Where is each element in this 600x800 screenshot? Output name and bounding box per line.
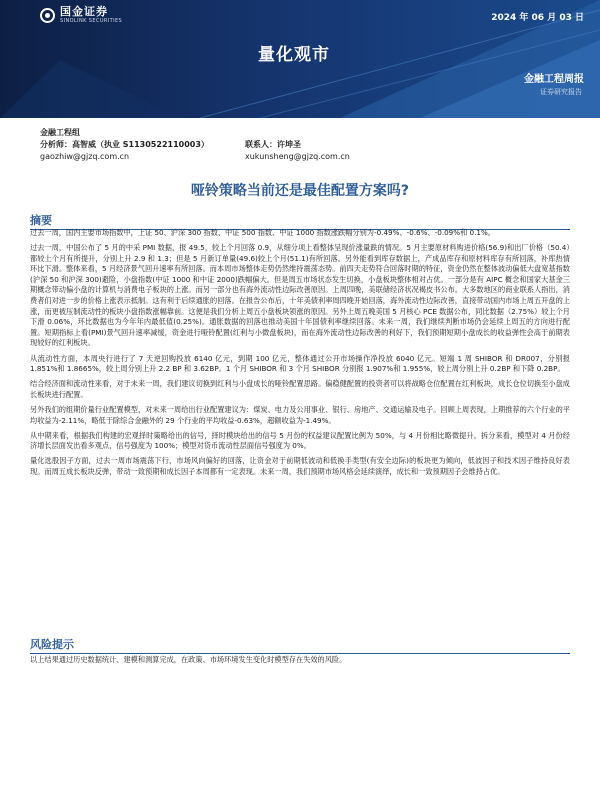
analyst-email: gaozhiw@gjzq.com.cn [40,152,130,161]
email-row [40,151,580,163]
summary-paragraph: 另外我们的组期价量行业配置模型，对未来一周给出行业配置建议为：煤炭、电力及公用事业、银行、房地产、交通运输及电子。回顾上周表现，上期推荐的六个行业的平均收益为-2.11%，略低于除综合金融外的 29 个行业的平均收益-0.63%，超额收益为-1.49%。 [30,404,570,425]
report-series-title: 量化观市 [258,45,330,65]
risk-heading: 风险提示 [30,636,570,654]
report-category: 证券研究报告 [540,88,582,96]
analyst-name: 高智威（执业 S1130522110003） [72,140,209,149]
summary-paragraph: 量化选股因子方面，过去一周市场震荡下行，市场风向偏好的回落，让资金对于前期低波动和低换手类型(有安全边际)的板块更为倾向，低波因子和技术因子维持良好表现。而周五成长板块反弹，带动一致预期和成长因子本周都有一定表现。未来一周，我们预期市场风格会延续演绎，成长和一致预期因子会维持占优。 [30,456,570,476]
analyst-info [40,127,580,163]
summary-body [30,228,570,482]
logo-emblem-icon [40,8,55,23]
contact-name: 许坤圣 [277,140,301,149]
header-banner [0,0,600,118]
summary-heading: 摘要 [30,212,570,230]
summary-paragraph: 结合经济面和流动性来看，对于未来一周，我们建议切换到红利与小盘成长的哑铃配置思路。偏稳健配置的投资者可以将战略仓位配置在红利板块，成长仓位切换至小盘成长板块进行配置。 [30,379,570,399]
risk-text: 以上结果通过历史数据统计、建模和测算完成，在政策、市场环境发生变化时模型存在失效的风险。 [30,655,347,664]
contact-label: 联系人： [245,140,277,149]
analyst-row [40,139,580,151]
logo-chinese-name: 国金证券 [60,5,108,18]
report-date: 2024 年 06 月 03 日 [491,13,584,23]
team-name: 金融工程组 [40,128,80,137]
logo-english-name: SINOLINK SECURITIES [60,18,123,24]
summary-paragraph: 过去一周，中国公布了 5 月的中采 PMI 数据，报 49.5，较上个月回落 0.9，从细分项上看整体呈现价涨量跌的情况。5 月主要原材料购进价格(56.9)和出厂价格（50.4）都较上个月有所提升，分别上升 2.9 和 1.3；但是 5 月新订单量(49.6)较上个月(51.1)有所回落。另外能看到库存数据上，产成品库存和原材料库存有所回落，补库热情环比下滑。整体来看，5 月经济景气回升速率有所回落。而本周市场整体走势仍然维持震荡态势。前四天走势符合回落时期的特征，资金仍然在整体波动偏低大盘宽基指数(沪深 50 和沪深 300)避险，小盘指数(中证 1000 和中证 2000)跌幅偏大。但是周五市场状态发生切换，小盘板块整体相对占优。一部分是有 AIPC 概念和国家大基金三期概念带动偏小盘的计算机与消费电子板块的上涨。而另一部分也有海外流动性边际改善原因。上周四晚，美联储经济状况褐皮书公布。大多数地区的商业联系人指出，消费者们对进一步的价格上涨表示抵制。这有利于后续通胀的回落。在报告公布后，十年美债利率周四晚开始回落，海外流动性边际改善，直接带动国内市场上周五开盘的上涨，而更被压制流动性的板块小盘指数涨幅靠前。这便是我们分析上周五小盘板块领涨的原因。另外上周五晚美国 5 月核心 PCE 数据公布，同比数据（2.75%）较上个月下滑 0.06%，环比数据也为今年年内最低值(0.25%)。通胀数据的回落也推动美国十年国债利率继续回落。未来一周，我们继续判断市场仍会延续上周五的方向进行配置。短期指标上看(PMI)景气回升速率减缓，资金进行哑铃配置(红利与小微盘板块)，而在海外流动性边际改善的利好下，我们预期短期小盘成长的收益弹性会高于前期表现较好的红利板块。 [30,243,570,348]
analyst-label: 分析师： [40,140,72,149]
document-title: 哑铃策略当前还是最佳配置方案吗? [190,183,410,199]
contact-email: xukunsheng@gjzq.com.cn [245,152,350,161]
summary-paragraph: 从中期来看，根据我们构建的宏观择时策略给出的信号，择时模块给出的信号 5 月份的权益建议配置比例为 50%，与 4 月份相比略微提升。拆分来看，模型对 4 月份经济增长层面发出看多观点，信号强度为 100%；模型对货币流动性层面信号强度为 0%。 [30,430,570,451]
summary-paragraph: 过去一周，国内主要市场指数中，上证 50、沪深 300 指数、中证 500 指数、中证 1000 指数涨跌幅分别为-0.49%、-0.6%、-0.09%和 0.1%。 [30,228,495,237]
report-type: 金融工程周报 [524,74,584,85]
company-logo [40,6,122,24]
summary-paragraph: 从流动性方面，本周央行进行了 7 天逆回购投放 6140 亿元，到期 100 亿元，整体通过公开市场操作净投放 6040 亿元。短端 1 周 SHIBOR 和 DR007，分别报 1.851%和 1.8665%，较上周分别上升 2.2 BP 和 3.62BP。1 个月 SHIBOR 和 3 个月 SHIBOR 分别报 1.907%和 1.955%，较上周分别上升 0.2BP 和下降 0.2BP。 [30,353,570,374]
